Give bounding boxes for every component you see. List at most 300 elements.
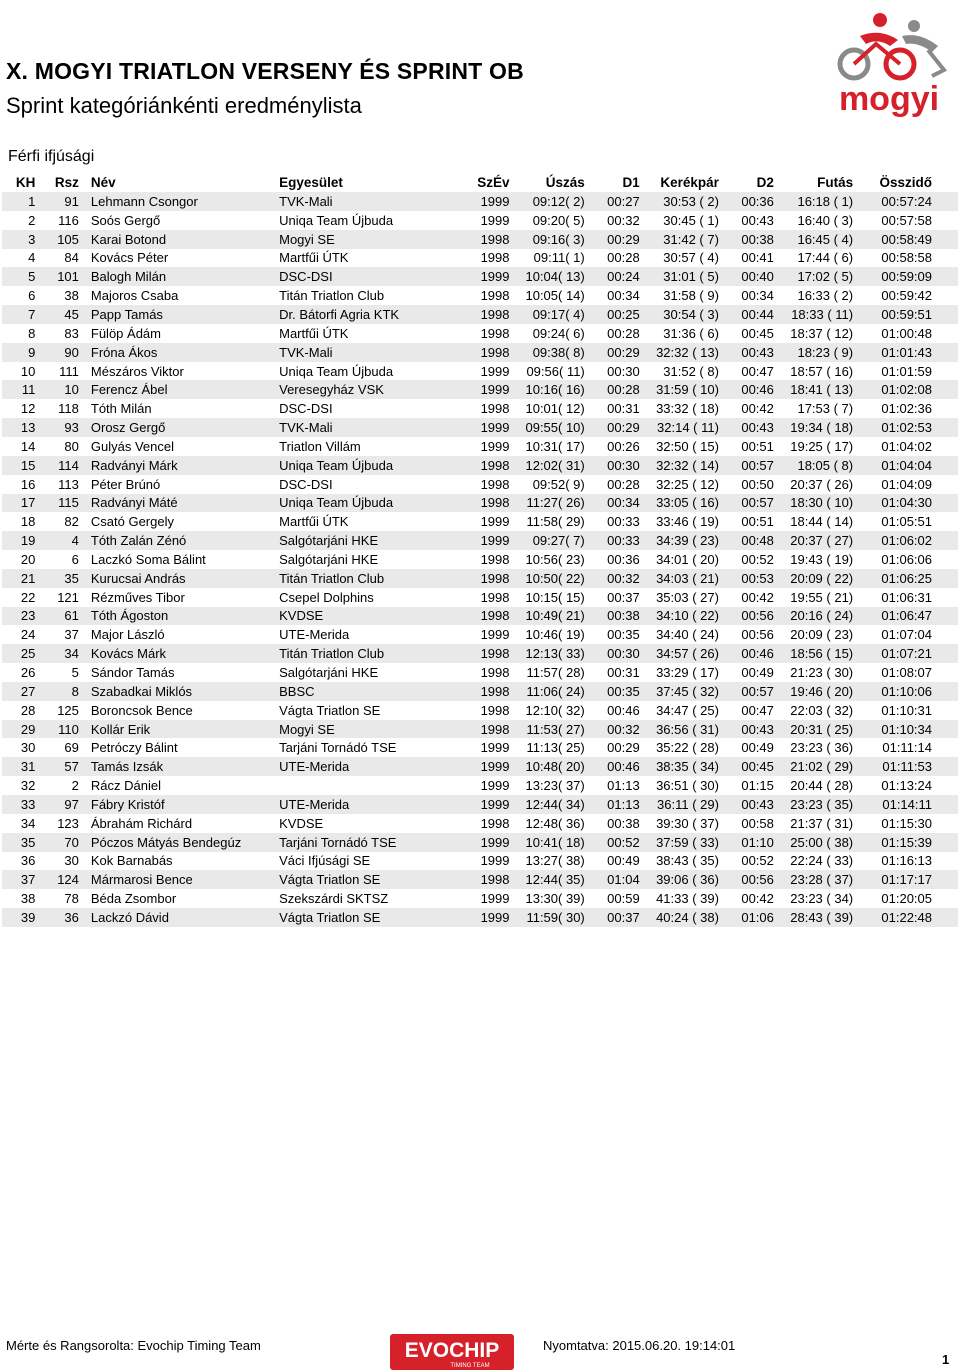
cell-name: Radványi Márk (91, 456, 279, 475)
cell-kh: 34 (2, 814, 45, 833)
table-row (2, 776, 958, 795)
cell-kh: 24 (2, 625, 45, 644)
cell-d1: 00:35 (585, 682, 640, 701)
cell-total: 01:00:48 (853, 324, 958, 343)
table-row (2, 889, 958, 908)
cell-d1: 00:29 (585, 738, 640, 757)
cell-name: Póczos Mátyás Bendegúz (91, 833, 279, 852)
col-year: SzÉv (464, 172, 509, 192)
cell-year: 1999 (464, 757, 509, 776)
table-row (2, 757, 958, 776)
table-row (2, 870, 958, 889)
cell-name: Béda Zsombor (91, 889, 279, 908)
cell-kh: 21 (2, 569, 45, 588)
cell-swim: 13:30( 39) (510, 889, 585, 908)
cell-d2: 00:50 (719, 475, 774, 494)
cell-bike: 35:03 ( 27) (640, 588, 719, 607)
cell-rsz: 125 (45, 701, 91, 720)
cell-d1: 00:35 (585, 625, 640, 644)
cell-d2: 00:43 (719, 343, 774, 362)
cell-total: 01:06:06 (853, 550, 958, 569)
cell-d1: 00:32 (585, 211, 640, 230)
cell-name: Sándor Tamás (91, 663, 279, 682)
cell-total: 00:59:51 (853, 305, 958, 324)
cell-swim: 10:49( 21) (510, 607, 585, 626)
mogyi-logo (820, 6, 958, 118)
cell-rsz: 34 (45, 644, 91, 663)
cell-d1: 00:32 (585, 720, 640, 739)
cell-d1: 00:31 (585, 663, 640, 682)
table-row (2, 230, 958, 249)
cell-club: Mogyi SE (279, 230, 464, 249)
cell-bike: 34:40 ( 24) (640, 625, 719, 644)
cell-rsz: 114 (45, 456, 91, 475)
cell-run: 20:44 ( 28) (774, 776, 853, 795)
table-row (2, 192, 958, 211)
cell-total: 01:15:39 (853, 833, 958, 852)
cell-year: 1998 (464, 701, 509, 720)
cell-run: 18:57 ( 16) (774, 362, 853, 381)
cell-kh: 2 (2, 211, 45, 230)
cell-run: 18:30 ( 10) (774, 494, 853, 513)
cell-d1: 00:28 (585, 475, 640, 494)
table-row (2, 833, 958, 852)
cell-run: 17:02 ( 5) (774, 267, 853, 286)
cell-swim: 09:12( 2) (510, 192, 585, 211)
cell-kh: 35 (2, 833, 45, 852)
cell-total: 01:06:31 (853, 588, 958, 607)
cell-d1: 00:25 (585, 305, 640, 324)
cell-name: Major László (91, 625, 279, 644)
cell-d1: 00:31 (585, 399, 640, 418)
table-row (2, 418, 958, 437)
cell-total: 00:57:58 (853, 211, 958, 230)
cell-club: Tarjáni Tornádó TSE (279, 738, 464, 757)
table-row (2, 908, 958, 927)
cell-d2: 00:42 (719, 889, 774, 908)
cell-club: Uniqa Team Újbuda (279, 494, 464, 513)
cell-club: Vágta Triatlon SE (279, 701, 464, 720)
cell-year: 1999 (464, 362, 509, 381)
table-row (2, 475, 958, 494)
results-table (2, 172, 958, 927)
cell-year: 1998 (464, 456, 509, 475)
cell-bike: 34:39 ( 23) (640, 531, 719, 550)
cell-d2: 00:43 (719, 720, 774, 739)
cell-total: 01:07:21 (853, 644, 958, 663)
cell-year: 1998 (464, 305, 509, 324)
cell-swim: 12:48( 36) (510, 814, 585, 833)
cell-bike: 33:29 ( 17) (640, 663, 719, 682)
cell-rsz: 116 (45, 211, 91, 230)
cell-club: Szekszárdi SKTSZ (279, 889, 464, 908)
cell-d1: 00:52 (585, 833, 640, 852)
table-row (2, 362, 958, 381)
results-body (2, 192, 958, 927)
cell-club: TVK-Mali (279, 343, 464, 362)
cell-swim: 12:44( 35) (510, 870, 585, 889)
cell-d2: 00:45 (719, 324, 774, 343)
cell-total: 01:11:14 (853, 738, 958, 757)
cell-rsz: 118 (45, 399, 91, 418)
table-row (2, 399, 958, 418)
table-row (2, 607, 958, 626)
cell-club: Titán Triatlon Club (279, 569, 464, 588)
cell-d2: 00:40 (719, 267, 774, 286)
cell-d2: 00:52 (719, 852, 774, 871)
cell-kh: 4 (2, 249, 45, 268)
cell-year: 1998 (464, 343, 509, 362)
cell-d2: 00:47 (719, 362, 774, 381)
cell-d1: 00:28 (585, 249, 640, 268)
cell-bike: 34:03 ( 21) (640, 569, 719, 588)
col-club: Egyesület (279, 172, 464, 192)
cell-bike: 35:22 ( 28) (640, 738, 719, 757)
cell-d2: 00:53 (719, 569, 774, 588)
cell-d2: 00:43 (719, 211, 774, 230)
cell-year: 1999 (464, 512, 509, 531)
cell-total: 01:02:53 (853, 418, 958, 437)
cell-d1: 00:30 (585, 362, 640, 381)
cell-run: 16:33 ( 2) (774, 286, 853, 305)
cell-total: 01:06:25 (853, 569, 958, 588)
cell-name: Péter Brúnó (91, 475, 279, 494)
cell-rsz: 115 (45, 494, 91, 513)
cell-kh: 8 (2, 324, 45, 343)
cell-swim: 09:27( 7) (510, 531, 585, 550)
cell-year: 1998 (464, 663, 509, 682)
cell-run: 18:33 ( 11) (774, 305, 853, 324)
cell-swim: 09:56( 11) (510, 362, 585, 381)
cell-name: Tamás Izsák (91, 757, 279, 776)
cell-rsz: 82 (45, 512, 91, 531)
cell-bike: 32:14 ( 11) (640, 418, 719, 437)
cell-run: 23:28 ( 37) (774, 870, 853, 889)
cell-rsz: 61 (45, 607, 91, 626)
cell-run: 18:41 ( 13) (774, 380, 853, 399)
cell-run: 17:53 ( 7) (774, 399, 853, 418)
cell-name: Fülöp Ádám (91, 324, 279, 343)
cell-d2: 00:49 (719, 663, 774, 682)
cell-d1: 00:33 (585, 512, 640, 531)
cell-rsz: 6 (45, 550, 91, 569)
cell-d1: 00:27 (585, 192, 640, 211)
page-number: 1 (942, 1352, 950, 1367)
cell-bike: 37:45 ( 32) (640, 682, 719, 701)
cell-name: Orosz Gergő (91, 418, 279, 437)
cell-club: UTE-Merida (279, 757, 464, 776)
cell-swim: 09:16( 3) (510, 230, 585, 249)
cell-club: Martfűi ÚTK (279, 324, 464, 343)
cell-d1: 01:13 (585, 776, 640, 795)
cell-kh: 32 (2, 776, 45, 795)
cell-run: 23:23 ( 36) (774, 738, 853, 757)
cell-name: Mészáros Viktor (91, 362, 279, 381)
cell-swim: 09:20( 5) (510, 211, 585, 230)
cell-year: 1999 (464, 211, 509, 230)
cell-swim: 12:02( 31) (510, 456, 585, 475)
cell-kh: 19 (2, 531, 45, 550)
cell-club: Titán Triatlon Club (279, 286, 464, 305)
cell-name: Boroncsok Bence (91, 701, 279, 720)
cell-run: 21:02 ( 29) (774, 757, 853, 776)
cell-name: Fróna Ákos (91, 343, 279, 362)
cell-name: Ábrahám Richárd (91, 814, 279, 833)
table-row (2, 380, 958, 399)
cell-rsz: 111 (45, 362, 91, 381)
cell-swim: 10:01( 12) (510, 399, 585, 418)
cell-rsz: 8 (45, 682, 91, 701)
cell-rsz: 121 (45, 588, 91, 607)
cell-bike: 34:10 ( 22) (640, 607, 719, 626)
cell-total: 01:01:43 (853, 343, 958, 362)
cell-year: 1998 (464, 607, 509, 626)
cell-club: KVDSE (279, 814, 464, 833)
cell-run: 20:37 ( 26) (774, 475, 853, 494)
cell-year: 1998 (464, 494, 509, 513)
cell-club: Mogyi SE (279, 720, 464, 739)
cell-year: 1999 (464, 192, 509, 211)
cell-d2: 00:43 (719, 418, 774, 437)
cell-kh: 30 (2, 738, 45, 757)
cell-d1: 01:13 (585, 795, 640, 814)
cell-total: 01:05:51 (853, 512, 958, 531)
page-subtitle: Sprint kategóriánkénti eredménylista (6, 93, 362, 118)
cell-kh: 26 (2, 663, 45, 682)
cell-swim: 10:15( 15) (510, 588, 585, 607)
evochip-logo-tagline: TIMING TEAM (450, 1363, 490, 1369)
cell-club: Martfűi ÚTK (279, 512, 464, 531)
cell-d2: 01:10 (719, 833, 774, 852)
col-run: Futás (774, 172, 853, 192)
cell-swim: 10:46( 19) (510, 625, 585, 644)
cell-name: Rácz Dániel (91, 776, 279, 795)
cell-bike: 37:59 ( 33) (640, 833, 719, 852)
cell-bike: 36:56 ( 31) (640, 720, 719, 739)
cell-d1: 00:36 (585, 550, 640, 569)
cell-name: Lehmann Csongor (91, 192, 279, 211)
cell-d2: 00:47 (719, 701, 774, 720)
cell-total: 01:20:05 (853, 889, 958, 908)
table-row (2, 286, 958, 305)
table-row (2, 324, 958, 343)
cell-bike: 33:32 ( 18) (640, 399, 719, 418)
cell-swim: 11:13( 25) (510, 738, 585, 757)
cell-d2: 00:57 (719, 494, 774, 513)
cell-year: 1999 (464, 852, 509, 871)
cell-swim: 11:58( 29) (510, 512, 585, 531)
cell-total: 01:02:08 (853, 380, 958, 399)
cell-year: 1998 (464, 230, 509, 249)
cell-d2: 00:42 (719, 588, 774, 607)
evochip-logo (390, 1334, 514, 1370)
cell-rsz: 4 (45, 531, 91, 550)
cell-d1: 01:04 (585, 870, 640, 889)
col-bike: Kerékpár (640, 172, 719, 192)
cell-d1: 00:28 (585, 324, 640, 343)
cell-year: 1999 (464, 531, 509, 550)
cell-run: 25:00 ( 38) (774, 833, 853, 852)
cell-run: 22:03 ( 32) (774, 701, 853, 720)
cell-bike: 32:50 ( 15) (640, 437, 719, 456)
cell-d1: 00:46 (585, 757, 640, 776)
col-total: Összidő (853, 172, 958, 192)
cell-rsz: 10 (45, 380, 91, 399)
cell-d2: 00:45 (719, 757, 774, 776)
cell-club: Dr. Bátorfi Agria KTK (279, 305, 464, 324)
cell-kh: 17 (2, 494, 45, 513)
col-swim: Úszás (510, 172, 585, 192)
cell-name: Tóth Zalán Zénó (91, 531, 279, 550)
cell-bike: 31:42 ( 7) (640, 230, 719, 249)
cell-club: Uniqa Team Újbuda (279, 362, 464, 381)
cell-swim: 11:59( 30) (510, 908, 585, 927)
table-row (2, 852, 958, 871)
cell-club: UTE-Merida (279, 625, 464, 644)
cell-swim: 12:13( 33) (510, 644, 585, 663)
cell-run: 19:34 ( 18) (774, 418, 853, 437)
cell-run: 18:44 ( 14) (774, 512, 853, 531)
cell-kh: 10 (2, 362, 45, 381)
cell-year: 1998 (464, 644, 509, 663)
cell-d2: 00:36 (719, 192, 774, 211)
cell-run: 23:23 ( 34) (774, 889, 853, 908)
cell-swim: 09:38( 8) (510, 343, 585, 362)
cell-name: Kovács Márk (91, 644, 279, 663)
cell-name: Soós Gergő (91, 211, 279, 230)
cell-total: 01:04:04 (853, 456, 958, 475)
cell-rsz: 113 (45, 475, 91, 494)
cell-year: 1998 (464, 814, 509, 833)
cell-rsz: 123 (45, 814, 91, 833)
cell-total: 01:01:59 (853, 362, 958, 381)
cell-kh: 36 (2, 852, 45, 871)
cell-total: 00:58:49 (853, 230, 958, 249)
cell-bike: 36:11 ( 29) (640, 795, 719, 814)
cell-bike: 31:59 ( 10) (640, 380, 719, 399)
cell-swim: 11:27( 26) (510, 494, 585, 513)
cell-name: Rézműves Tibor (91, 588, 279, 607)
cell-swim: 10:05( 14) (510, 286, 585, 305)
cell-name: Csató Gergely (91, 512, 279, 531)
cell-swim: 11:53( 27) (510, 720, 585, 739)
cell-d1: 00:46 (585, 701, 640, 720)
cell-d1: 00:38 (585, 607, 640, 626)
cell-bike: 30:45 ( 1) (640, 211, 719, 230)
cell-club: Martfűi ÚTK (279, 249, 464, 268)
cell-swim: 12:10( 32) (510, 701, 585, 720)
cell-kh: 16 (2, 475, 45, 494)
table-row (2, 720, 958, 739)
cell-total: 01:06:02 (853, 531, 958, 550)
cell-run: 19:55 ( 21) (774, 588, 853, 607)
cell-total: 01:04:30 (853, 494, 958, 513)
cell-d1: 00:28 (585, 380, 640, 399)
cell-d2: 00:56 (719, 625, 774, 644)
cell-year: 1998 (464, 249, 509, 268)
cell-rsz: 35 (45, 569, 91, 588)
cell-d2: 00:51 (719, 512, 774, 531)
cell-rsz: 105 (45, 230, 91, 249)
cell-d2: 00:56 (719, 870, 774, 889)
col-name: Név (91, 172, 279, 192)
cell-d2: 00:51 (719, 437, 774, 456)
cell-swim: 13:23( 37) (510, 776, 585, 795)
cell-total: 01:10:31 (853, 701, 958, 720)
cell-year: 1999 (464, 380, 509, 399)
cell-run: 18:56 ( 15) (774, 644, 853, 663)
cell-rsz: 80 (45, 437, 91, 456)
cell-kh: 33 (2, 795, 45, 814)
cell-year: 1999 (464, 267, 509, 286)
cell-total: 01:17:17 (853, 870, 958, 889)
cell-run: 18:05 ( 8) (774, 456, 853, 475)
cell-d2: 00:46 (719, 380, 774, 399)
cell-swim: 12:44( 34) (510, 795, 585, 814)
cell-bike: 40:24 ( 38) (640, 908, 719, 927)
cell-kh: 18 (2, 512, 45, 531)
table-row (2, 625, 958, 644)
cell-year: 1999 (464, 776, 509, 795)
table-row (2, 456, 958, 475)
col-kh: KH (2, 172, 45, 192)
cell-d1: 00:29 (585, 230, 640, 249)
cell-swim: 10:50( 22) (510, 569, 585, 588)
cell-run: 19:25 ( 17) (774, 437, 853, 456)
table-row (2, 663, 958, 682)
table-row (2, 267, 958, 286)
cell-run: 20:37 ( 27) (774, 531, 853, 550)
cell-bike: 34:57 ( 26) (640, 644, 719, 663)
cell-run: 28:43 ( 39) (774, 908, 853, 927)
cell-total: 01:16:13 (853, 852, 958, 871)
cell-rsz: 101 (45, 267, 91, 286)
cell-bike: 31:58 ( 9) (640, 286, 719, 305)
cell-run: 16:18 ( 1) (774, 192, 853, 211)
cell-d1: 00:24 (585, 267, 640, 286)
page-title: X. MOGYI TRIATLON VERSENY ÉS SPRINT OB (6, 58, 524, 84)
cell-year: 1998 (464, 475, 509, 494)
cell-club: UTE-Merida (279, 795, 464, 814)
cell-run: 20:31 ( 25) (774, 720, 853, 739)
cell-kh: 11 (2, 380, 45, 399)
table-row (2, 795, 958, 814)
cell-name: Laczkó Soma Bálint (91, 550, 279, 569)
cell-d2: 00:46 (719, 644, 774, 663)
table-row (2, 550, 958, 569)
table-row (2, 211, 958, 230)
cell-year: 1998 (464, 286, 509, 305)
cell-club: TVK-Mali (279, 192, 464, 211)
cell-total: 00:59:09 (853, 267, 958, 286)
cell-rsz: 36 (45, 908, 91, 927)
cell-year: 1998 (464, 324, 509, 343)
cell-d1: 00:37 (585, 908, 640, 927)
cell-year: 1998 (464, 569, 509, 588)
cell-d1: 00:49 (585, 852, 640, 871)
cell-year: 1998 (464, 550, 509, 569)
cell-year: 1999 (464, 418, 509, 437)
cell-run: 19:43 ( 19) (774, 550, 853, 569)
cell-total: 00:59:42 (853, 286, 958, 305)
col-d1: D1 (585, 172, 640, 192)
table-row (2, 682, 958, 701)
cell-d1: 00:30 (585, 644, 640, 663)
cell-kh: 9 (2, 343, 45, 362)
cell-d1: 00:38 (585, 814, 640, 833)
cell-rsz: 91 (45, 192, 91, 211)
cell-d2: 00:57 (719, 682, 774, 701)
